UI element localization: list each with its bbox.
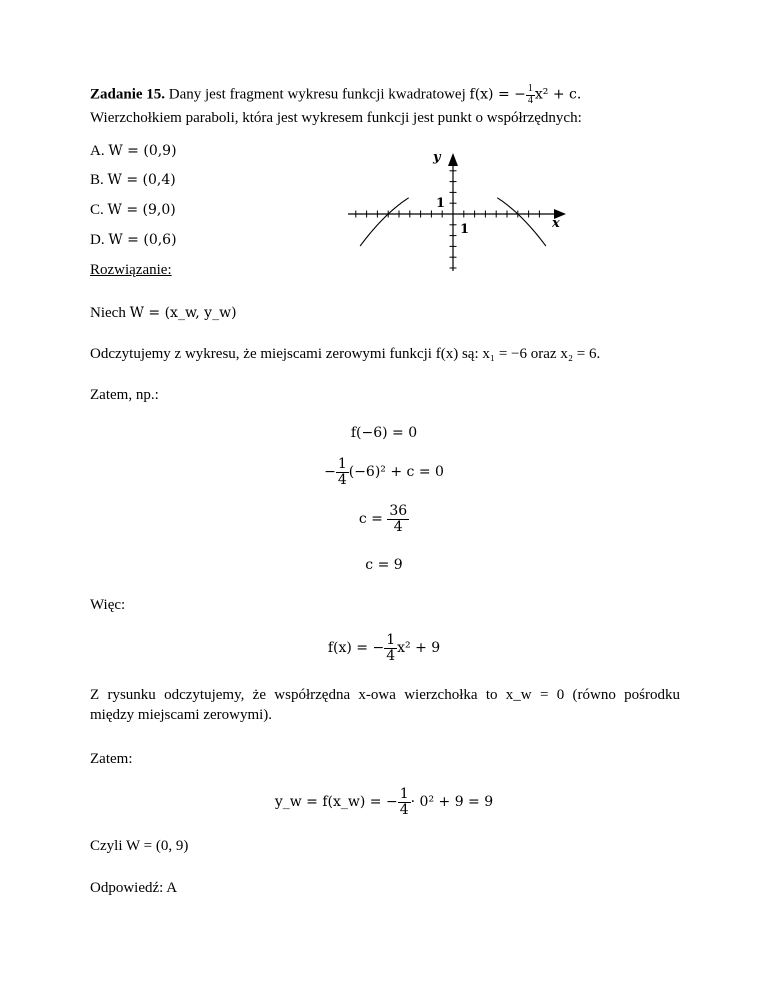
solution-heading: Rozwiązanie: xyxy=(90,262,172,278)
y-axis-arrow xyxy=(448,153,458,166)
task-fraction: $\frac{1}{4}$ xyxy=(527,83,533,106)
task-question: Wierzchołkiem paraboli, która jest wykresem funkcji jest punkt o współrzędnych: xyxy=(90,110,582,126)
thus-example: Zatem, np.: xyxy=(90,387,159,403)
y-axis-label: y xyxy=(433,150,441,165)
function-formula: f(x) = − $\frac{1}{4}$ x² + 9 xyxy=(327,632,441,664)
option-b: B. W = (0,4) xyxy=(90,172,176,188)
y-unit-label: 1 xyxy=(436,196,446,211)
let-statement: Niech W = (x_w, y_w) xyxy=(90,305,237,321)
zeros-statement: Odczytujemy z wykresu, że miejscami zerowymi funkcji f(x) są: x₁ = −6 oraz x₂ = 6. xyxy=(90,346,601,362)
yw-computation: y_w = f(x_w) = − $\frac{1}{4}$ · 0² + 9 = 9 xyxy=(274,786,494,818)
x-axis-label: x xyxy=(552,216,560,231)
task-function: f(x) = − xyxy=(469,86,526,103)
vertex-text-line2: między miejscami zerowymi). xyxy=(90,707,273,723)
option-d: D. W = (0,6) xyxy=(90,232,177,248)
vertex-text-line1: Z rysunku odczytujemy, że współrzędna x-owa wierzchołka to x_w = 0 (równo pośrodku xyxy=(90,687,680,703)
equation-4: c = 9 xyxy=(365,557,403,573)
parabola-left-branch xyxy=(360,198,409,246)
equation-2: − $\frac{1}{4}$ (−6)² + c = 0 xyxy=(324,456,444,488)
conclusion: Czyli W = (0, 9) xyxy=(90,838,189,854)
task-statement xyxy=(90,84,581,106)
equation-1: f(−6) = 0 xyxy=(350,425,418,441)
x-unit-label: 1 xyxy=(460,222,470,237)
option-c: C. W = (9,0) xyxy=(90,202,176,218)
equation-3: c = $\frac{36}{4}$ xyxy=(358,503,408,535)
parabola-right-branch xyxy=(497,198,546,246)
task-text: Dany jest fragment wykresu funkcji kwadratowej xyxy=(168,86,466,103)
answer: Odpowiedź: A xyxy=(90,880,178,896)
thus-label: Zatem: xyxy=(90,751,133,767)
so-label: Więc: xyxy=(90,597,126,613)
task-label: Zadanie 15. xyxy=(90,86,166,103)
parabola-graph xyxy=(340,145,580,275)
task-function-tail: x² + c. xyxy=(534,86,582,103)
option-a: A. W = (0,9) xyxy=(90,143,177,159)
